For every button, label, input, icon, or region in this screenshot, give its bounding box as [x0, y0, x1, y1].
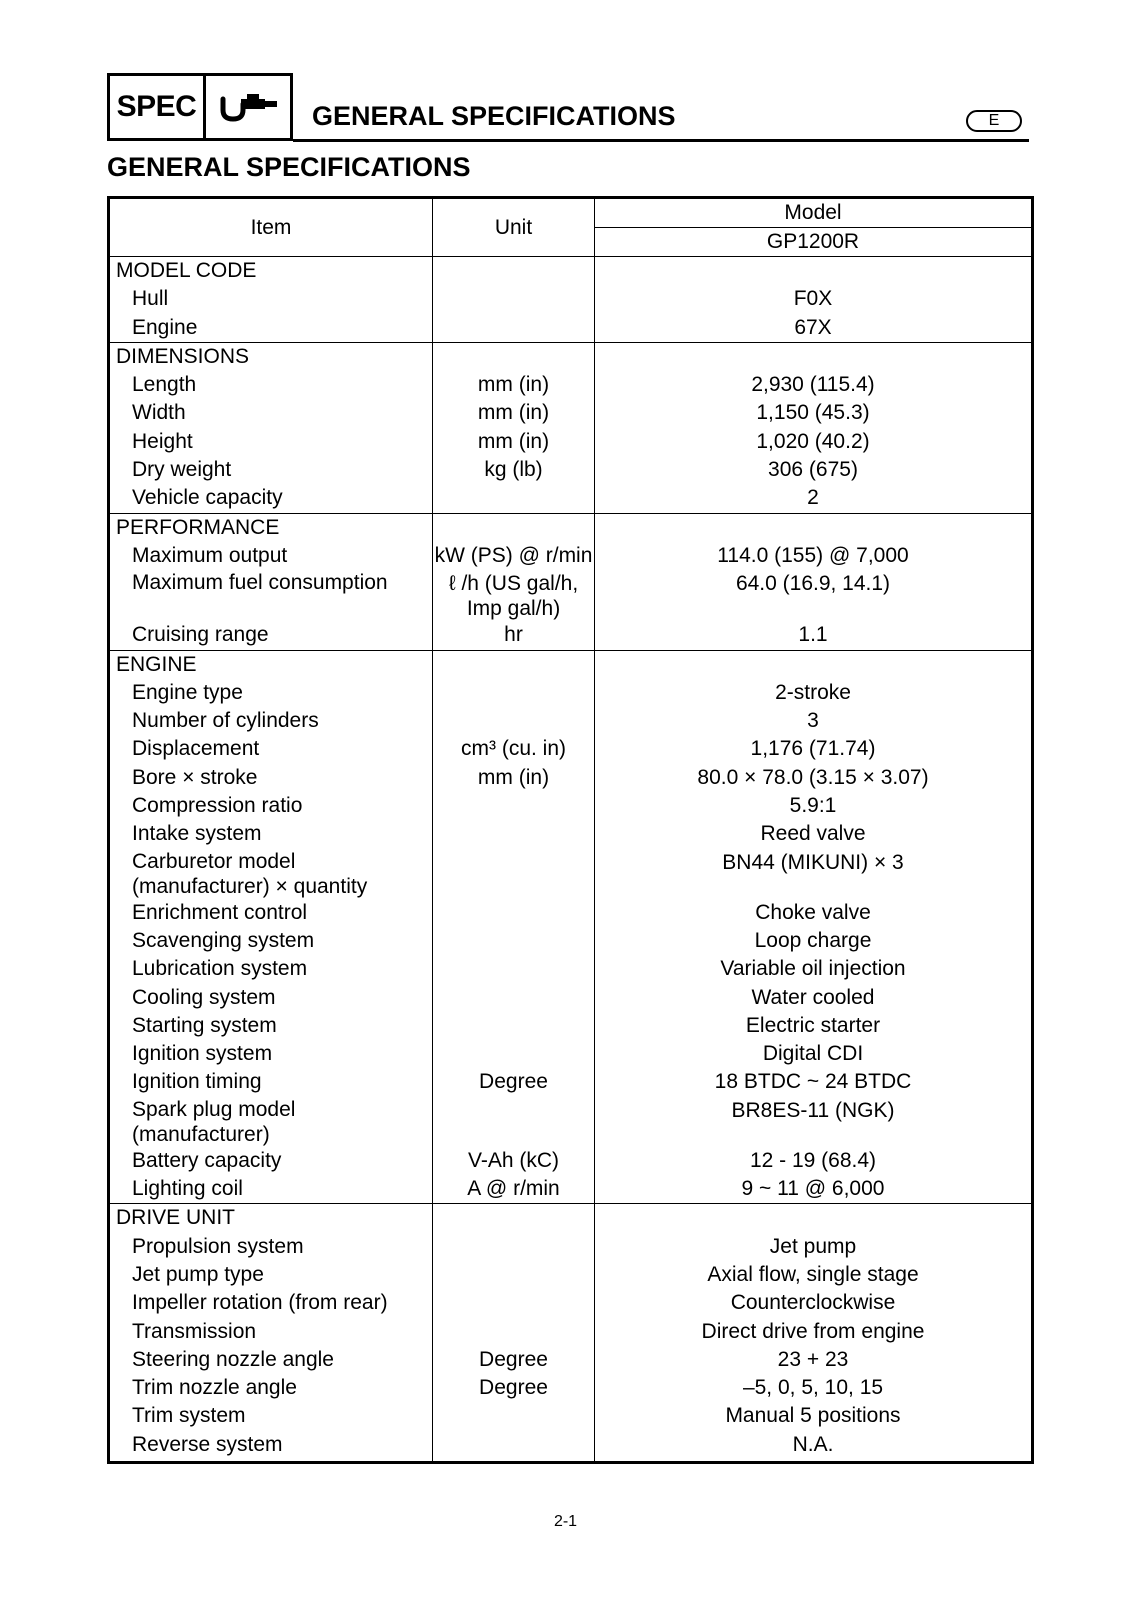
table-row [109, 927, 1033, 955]
item-cell: Starting system [132, 1013, 277, 1037]
table-row [109, 542, 1033, 570]
item-cell: Length [132, 373, 197, 397]
group-unit-cell [433, 1204, 595, 1233]
language-badge: E [966, 110, 1022, 132]
value-cell: 3 [595, 707, 1033, 735]
value-cell: Electric starter [595, 1012, 1033, 1040]
item-cell: Trim system [132, 1404, 246, 1428]
table-row [109, 735, 1033, 763]
unit-cell: Degree [433, 1346, 595, 1374]
header-title: GENERAL SPECIFICATIONS [312, 101, 676, 131]
unit-cell: kg (lb) [433, 456, 595, 484]
table-row [109, 955, 1033, 983]
unit-cell [433, 927, 595, 955]
group-heading-row [109, 342, 1033, 371]
unit-cell [433, 1402, 595, 1430]
group-title: ENGINE [109, 650, 433, 679]
unit-cell: mm (in) [433, 399, 595, 427]
group-value-cell [595, 257, 1033, 286]
table-row [109, 456, 1033, 484]
unit-cell [433, 1012, 595, 1040]
table-row [109, 984, 1033, 1012]
item-cell: Cruising range [132, 623, 269, 647]
group-heading-row [109, 257, 1033, 286]
spec-badge-label: SPEC [110, 76, 206, 138]
unit-cell: mm (in) [433, 371, 595, 399]
value-cell: Axial flow, single stage [595, 1261, 1033, 1289]
table-row [109, 1012, 1033, 1040]
value-cell: N.A. [595, 1431, 1033, 1463]
table-row [109, 764, 1033, 792]
table-row [109, 399, 1033, 427]
value-cell: Choke valve [595, 899, 1033, 927]
value-cell: 2,930 (115.4) [595, 371, 1033, 399]
unit-cell [433, 955, 595, 983]
header-rule [293, 139, 1029, 142]
item-cell: Compression ratio [132, 794, 303, 818]
table-row [109, 1233, 1033, 1261]
group-value-cell [595, 513, 1033, 542]
unit-cell: hr [433, 621, 595, 650]
table-row [109, 1318, 1033, 1346]
group-value-cell [595, 342, 1033, 371]
unit-cell [433, 285, 595, 313]
item-cell: Engine [132, 315, 198, 339]
group-title: DIMENSIONS [109, 342, 433, 371]
table-row [109, 570, 1033, 621]
value-cell: 12 - 19 (68.4) [595, 1147, 1033, 1175]
unit-cell [433, 984, 595, 1012]
unit-cell: mm (in) [433, 428, 595, 456]
group-unit-cell [433, 650, 595, 679]
value-cell: 64.0 (16.9, 14.1) [595, 570, 1033, 621]
section-title: GENERAL SPECIFICATIONS [107, 152, 471, 182]
value-cell: Water cooled [595, 984, 1033, 1012]
group-value-cell [595, 650, 1033, 679]
value-cell: BR8ES-11 (NGK) [595, 1097, 1033, 1147]
unit-cell [433, 314, 595, 343]
group-title: MODEL CODE [109, 257, 433, 286]
value-cell: 9 ~ 11 @ 6,000 [595, 1175, 1033, 1204]
table-row [109, 899, 1033, 927]
value-cell: Jet pump [595, 1233, 1033, 1261]
item-cell: Displacement [132, 737, 260, 761]
item-cell: Dry weight [132, 458, 232, 482]
table-row [109, 1431, 1033, 1463]
unit-cell [433, 849, 595, 899]
item-cell: Vehicle capacity [132, 486, 283, 510]
table-body [109, 257, 1033, 1463]
table-row [109, 820, 1033, 848]
table-row [109, 679, 1033, 707]
value-cell: Digital CDI [595, 1040, 1033, 1068]
model-name-header: GP1200R [595, 228, 1033, 257]
unit-cell: cm³ (cu. in) [433, 735, 595, 763]
item-cell: Trim nozzle angle [132, 1376, 297, 1400]
table-row [109, 314, 1033, 343]
table-row [109, 792, 1033, 820]
value-cell: Variable oil injection [595, 955, 1033, 983]
item-cell: Engine type [132, 680, 243, 704]
value-cell: 1,020 (40.2) [595, 428, 1033, 456]
group-unit-cell [433, 342, 595, 371]
unit-cell [433, 1097, 595, 1147]
table-row [109, 621, 1033, 650]
item-cell: Jet pump type [132, 1262, 264, 1286]
item-cell: Carburetor model (manufacturer) × quantity [132, 849, 368, 898]
unit-cell [433, 899, 595, 927]
group-heading-row [109, 650, 1033, 679]
value-cell: 1.1 [595, 621, 1033, 650]
item-cell: Reverse system [132, 1432, 283, 1456]
table-row [109, 849, 1033, 899]
group-unit-cell [433, 257, 595, 286]
table-row [109, 1402, 1033, 1430]
unit-cell [433, 1318, 595, 1346]
item-cell: Hull [132, 287, 169, 311]
table-row [109, 1261, 1033, 1289]
value-cell: Direct drive from engine [595, 1318, 1033, 1346]
spec-badge-icon-cell [206, 76, 290, 138]
item-cell: Transmission [132, 1319, 257, 1343]
item-cell: Height [132, 429, 193, 453]
item-cell: Battery capacity [132, 1148, 282, 1172]
item-cell: Spark plug model (manufacturer) [132, 1097, 296, 1146]
item-column-header: Item [109, 198, 433, 257]
value-cell: Loop charge [595, 927, 1033, 955]
value-cell: 2-stroke [595, 679, 1033, 707]
value-cell: Reed valve [595, 820, 1033, 848]
table-row [109, 1147, 1033, 1175]
table-row [109, 1097, 1033, 1147]
item-cell: Width [132, 401, 186, 425]
unit-cell [433, 1040, 595, 1068]
item-cell: Maximum fuel consumption [132, 571, 388, 595]
table-row [109, 1175, 1033, 1204]
unit-cell [433, 679, 595, 707]
item-cell: Bore × stroke [132, 765, 258, 789]
value-cell: –5, 0, 5, 10, 15 [595, 1374, 1033, 1402]
micrometer-icon [217, 90, 279, 124]
value-cell: 1,176 (71.74) [595, 735, 1033, 763]
unit-cell: V-Ah (kC) [433, 1147, 595, 1175]
table-header [109, 198, 1033, 257]
group-unit-cell [433, 513, 595, 542]
table-row [109, 1374, 1033, 1402]
item-cell: Propulsion system [132, 1234, 304, 1258]
specifications-table [107, 196, 1034, 1464]
table-row [109, 1289, 1033, 1317]
spec-badge [107, 73, 293, 141]
item-cell: Lubrication system [132, 957, 308, 981]
value-cell: Counterclockwise [595, 1289, 1033, 1317]
unit-cell [433, 484, 595, 513]
table-row [109, 285, 1033, 313]
unit-cell: ℓ /h (US gal/h, Imp gal/h) [433, 570, 595, 621]
item-cell: Number of cylinders [132, 709, 319, 733]
unit-cell: Degree [433, 1068, 595, 1096]
group-title: PERFORMANCE [109, 513, 433, 542]
group-value-cell [595, 1204, 1033, 1233]
table-row [109, 484, 1033, 513]
table-row [109, 1040, 1033, 1068]
item-cell: Maximum output [132, 543, 288, 567]
item-cell: Cooling system [132, 985, 276, 1009]
value-cell: Manual 5 positions [595, 1402, 1033, 1430]
table-row [109, 1068, 1033, 1096]
item-cell: Intake system [132, 822, 262, 846]
unit-cell [433, 820, 595, 848]
value-cell: 23 + 23 [595, 1346, 1033, 1374]
item-cell: Ignition system [132, 1042, 273, 1066]
value-cell: 306 (675) [595, 456, 1033, 484]
value-cell: 2 [595, 484, 1033, 513]
item-cell: Impeller rotation (from rear) [132, 1291, 388, 1315]
item-cell: Ignition timing [132, 1070, 262, 1094]
unit-cell: Degree [433, 1374, 595, 1402]
value-cell: BN44 (MIKUNI) × 3 [595, 849, 1033, 899]
group-title: DRIVE UNIT [109, 1204, 433, 1233]
table-row [109, 428, 1033, 456]
item-cell: Lighting coil [132, 1177, 243, 1201]
item-cell: Scavenging system [132, 928, 315, 952]
unit-column-header: Unit [433, 198, 595, 257]
value-cell: 18 BTDC ~ 24 BTDC [595, 1068, 1033, 1096]
item-cell: Steering nozzle angle [132, 1347, 334, 1371]
page-number: 2-1 [553, 1513, 578, 1530]
unit-cell [433, 1233, 595, 1261]
group-heading-row [109, 513, 1033, 542]
model-column-header: Model [595, 198, 1033, 228]
value-cell: 5.9:1 [595, 792, 1033, 820]
table-row [109, 1346, 1033, 1374]
table-row [109, 707, 1033, 735]
unit-cell [433, 707, 595, 735]
group-heading-row [109, 1204, 1033, 1233]
item-cell: Enrichment control [132, 900, 308, 924]
value-cell: 67X [595, 314, 1033, 343]
unit-cell: mm (in) [433, 764, 595, 792]
value-cell: 114.0 (155) @ 7,000 [595, 542, 1033, 570]
unit-cell [433, 1261, 595, 1289]
value-cell: F0X [595, 285, 1033, 313]
table-row [109, 371, 1033, 399]
unit-cell [433, 1431, 595, 1463]
unit-cell: A @ r/min [433, 1175, 595, 1204]
unit-cell [433, 792, 595, 820]
unit-cell [433, 1289, 595, 1317]
value-cell: 80.0 × 78.0 (3.15 × 3.07) [595, 764, 1033, 792]
unit-cell: kW (PS) @ r/min [433, 542, 595, 570]
value-cell: 1,150 (45.3) [595, 399, 1033, 427]
